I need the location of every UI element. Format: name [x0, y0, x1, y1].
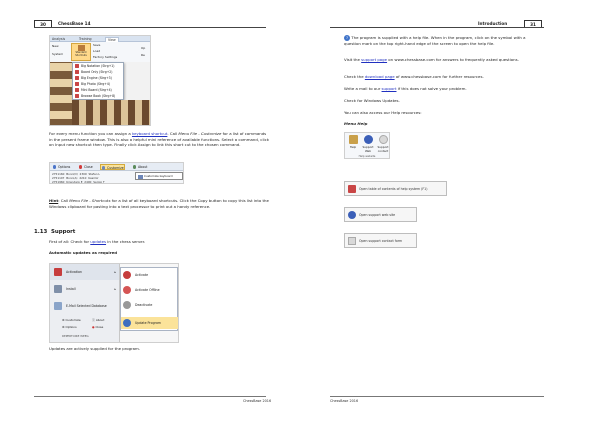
help-ribbon-screenshot — [344, 132, 390, 159]
activate-icon — [123, 271, 131, 279]
help-button[interactable]: Help — [346, 134, 360, 154]
ribbon-side-new: New — [52, 44, 59, 48]
factory-settings[interactable]: Factory Settings — [93, 55, 118, 59]
paragraph-windows-updates: Check for Windows Updates. — [344, 98, 400, 103]
menu-item-mini-board[interactable]: Mini Board (Strg+4) — [73, 87, 123, 93]
about-button[interactable]: About — [132, 164, 147, 170]
deactivate-item[interactable]: Deactivate — [121, 299, 179, 311]
table-row: 2751160 Bonn(D) 2309 Stefan L — [52, 171, 100, 176]
contact-icon — [348, 237, 356, 245]
update-program-item[interactable]: Update Program — [121, 317, 179, 329]
close-button[interactable]: Close — [78, 164, 93, 170]
left-header-title: ChessBase 14 — [58, 21, 91, 26]
right-page-number: 31 — [524, 20, 542, 28]
menu-help-heading: Menu Help — [344, 121, 368, 126]
paragraph-help-file: ? The program is supplied with a help file. When in the program, click on the symbol with a question mark on the top right-hand edge of the screen to open the help file. — [344, 35, 526, 46]
install-item[interactable]: Install ▸ — [50, 281, 119, 297]
right-page — [300, 0, 600, 424]
options-button[interactable]: Options — [52, 164, 70, 170]
support-page-link[interactable]: support page — [361, 57, 388, 62]
ribbon-tab-training[interactable]: Training — [79, 37, 92, 41]
open-support-contact-button[interactable]: Open support contact form — [344, 233, 417, 248]
activate-item[interactable]: Activate — [121, 269, 179, 281]
question-icon — [348, 211, 356, 219]
section-title: Support — [51, 229, 76, 235]
options-item[interactable]: ⚙ Options — [62, 325, 77, 329]
ribbon-side-system: System — [52, 52, 64, 56]
support-web-button[interactable]: Support Web — [361, 134, 375, 154]
layout-icon — [75, 94, 79, 97]
layout-icon — [75, 64, 79, 67]
right-footer: ChessBase 2016 — [330, 399, 359, 403]
auto-updates-heading: Automatic updates as required — [49, 250, 118, 255]
standard-shortcuts-button[interactable] — [71, 43, 91, 61]
toolbar-strip — [50, 163, 183, 171]
support-link[interactable]: support — [381, 86, 397, 91]
about-icon — [133, 165, 137, 169]
table-row: 2751960 Kirendarp E 2490 Sergio T — [52, 179, 105, 184]
activation-icon — [54, 268, 62, 276]
chess-board-fragment — [50, 62, 72, 126]
view-menu-popup — [72, 62, 124, 100]
ribbon-right-re: Re — [141, 53, 145, 57]
ribbon-tab-analysis[interactable]: Analysis — [52, 37, 66, 41]
ribbon-body — [50, 42, 150, 62]
activation-item[interactable]: Activation ▸ — [50, 264, 119, 280]
menu-item-board-only[interactable]: Board Only (Strg+2) — [73, 69, 123, 75]
chevron-right-icon: ▸ — [114, 287, 116, 291]
paragraph-help-resources: You can also access our Help resources: — [344, 110, 422, 115]
repertoire-label: REPERTOIRE WEEG — [62, 334, 89, 338]
customize-button[interactable]: Customize — [100, 164, 125, 170]
paragraph-support: First of all: Check for updates in the chess server. — [49, 239, 146, 244]
keyboard-shortcut-link[interactable]: keyboard shortcut — [131, 131, 168, 136]
updates-caption: Updates are actively supplied for the program. — [49, 346, 141, 351]
file-menu-side — [50, 264, 120, 343]
options-icon — [53, 165, 57, 169]
right-footer-rule — [330, 396, 544, 397]
customize-icon — [102, 166, 106, 170]
menu-item-big-notation[interactable]: Big Notation (Strg+1) — [73, 63, 123, 69]
left-footer-rule — [34, 396, 266, 397]
install-icon — [54, 285, 62, 293]
paragraph-hint: Hint: Call Menu File - Shortcuts for a list of all keyboard shortcuts. Click the Copy button to copy this list into the Windows clipboard for pasting into a text processor to print out a handy reference. — [49, 198, 269, 209]
help-book-icon — [348, 185, 356, 193]
deactivate-icon — [123, 301, 131, 309]
left-header-rule — [34, 27, 266, 28]
layout-icon — [75, 70, 79, 73]
open-help-contents-button[interactable]: Open table of contents of help system (F1) — [344, 181, 447, 196]
activate-offline-item[interactable]: Activate Offline — [121, 284, 179, 296]
email-database-item[interactable]: E-Mail Selected Database — [50, 298, 119, 314]
ribbon-tab-view[interactable]: View — [105, 37, 119, 43]
open-support-website-button[interactable]: Open support web site — [344, 207, 417, 222]
contact-icon — [379, 135, 388, 144]
paragraph-support-page: Visit the support page on www.chessbase.com for answers to frequently asked questions. — [344, 57, 519, 62]
view-menu-screenshot — [49, 35, 151, 126]
menu-item-big-photo[interactable]: Big Photo (Strg+4) — [73, 81, 123, 87]
update-icon — [123, 319, 131, 327]
activation-menu-screenshot — [49, 263, 179, 343]
ribbon-right-op: Op — [141, 46, 146, 50]
ribbon-save[interactable]: Save — [93, 43, 101, 47]
activate-offline-icon — [123, 286, 131, 294]
menu-item-browse-book[interactable]: Browse Book (Strg+8) — [73, 93, 123, 99]
download-page-link[interactable]: download page — [364, 74, 395, 79]
layout-icon — [75, 82, 79, 85]
keyboard-icon — [138, 175, 143, 180]
right-header-rule — [330, 27, 544, 28]
updates-link[interactable]: updates — [90, 239, 107, 244]
about-item[interactable]: ⓘ About — [92, 318, 105, 322]
right-header-title: Introduction — [478, 21, 508, 26]
support-contact-button[interactable]: Support contact — [376, 134, 390, 154]
customize-toolbar-screenshot — [49, 162, 184, 184]
chevron-right-icon: ▸ — [114, 270, 116, 274]
section-number: 1.13 — [34, 229, 48, 235]
paragraph-mail-support: Write a mail to our support if this does not solve your problem. — [344, 86, 467, 91]
table-row: 2751107 Bonn(A) 2210 Kasimir — [52, 175, 99, 180]
email-icon — [54, 302, 62, 310]
help-group-label: Help website — [358, 154, 376, 158]
close-item[interactable]: ● Close — [92, 325, 104, 329]
left-page-number: 30 — [34, 20, 52, 28]
customize-item[interactable]: ⚙ Customize — [62, 318, 81, 322]
customize-tooltip: Customize keyboard shortcuts — [135, 172, 183, 180]
standard-shortcuts-label: Standard Shortcuts — [75, 51, 87, 57]
question-mark-icon[interactable]: ? — [344, 35, 350, 41]
close-icon — [79, 165, 83, 169]
layout-icon — [75, 88, 79, 91]
ribbon-load[interactable]: Load — [93, 49, 101, 53]
activation-submenu — [120, 267, 178, 331]
paragraph-keyboard-shortcut: For every menu function you can assign a keyboard shortcut. Call Menu File - Customize for a list of commands in the present frame window. This is also a helpful mini reference of available functions. Select a command, click on Input new shortcut then type. Finally click Assign to link this short cut to the chosen command. — [49, 131, 269, 148]
book-icon — [349, 135, 358, 144]
left-footer: ChessBase 2016 — [243, 399, 272, 403]
board-squares — [72, 100, 151, 126]
layout-icon — [75, 76, 79, 79]
paragraph-download-page: Check the download page of www.chessbase.com for further resources. — [344, 74, 484, 79]
question-icon — [364, 135, 373, 144]
menu-item-big-engine[interactable]: Big Engine (Strg+3) — [73, 75, 123, 81]
